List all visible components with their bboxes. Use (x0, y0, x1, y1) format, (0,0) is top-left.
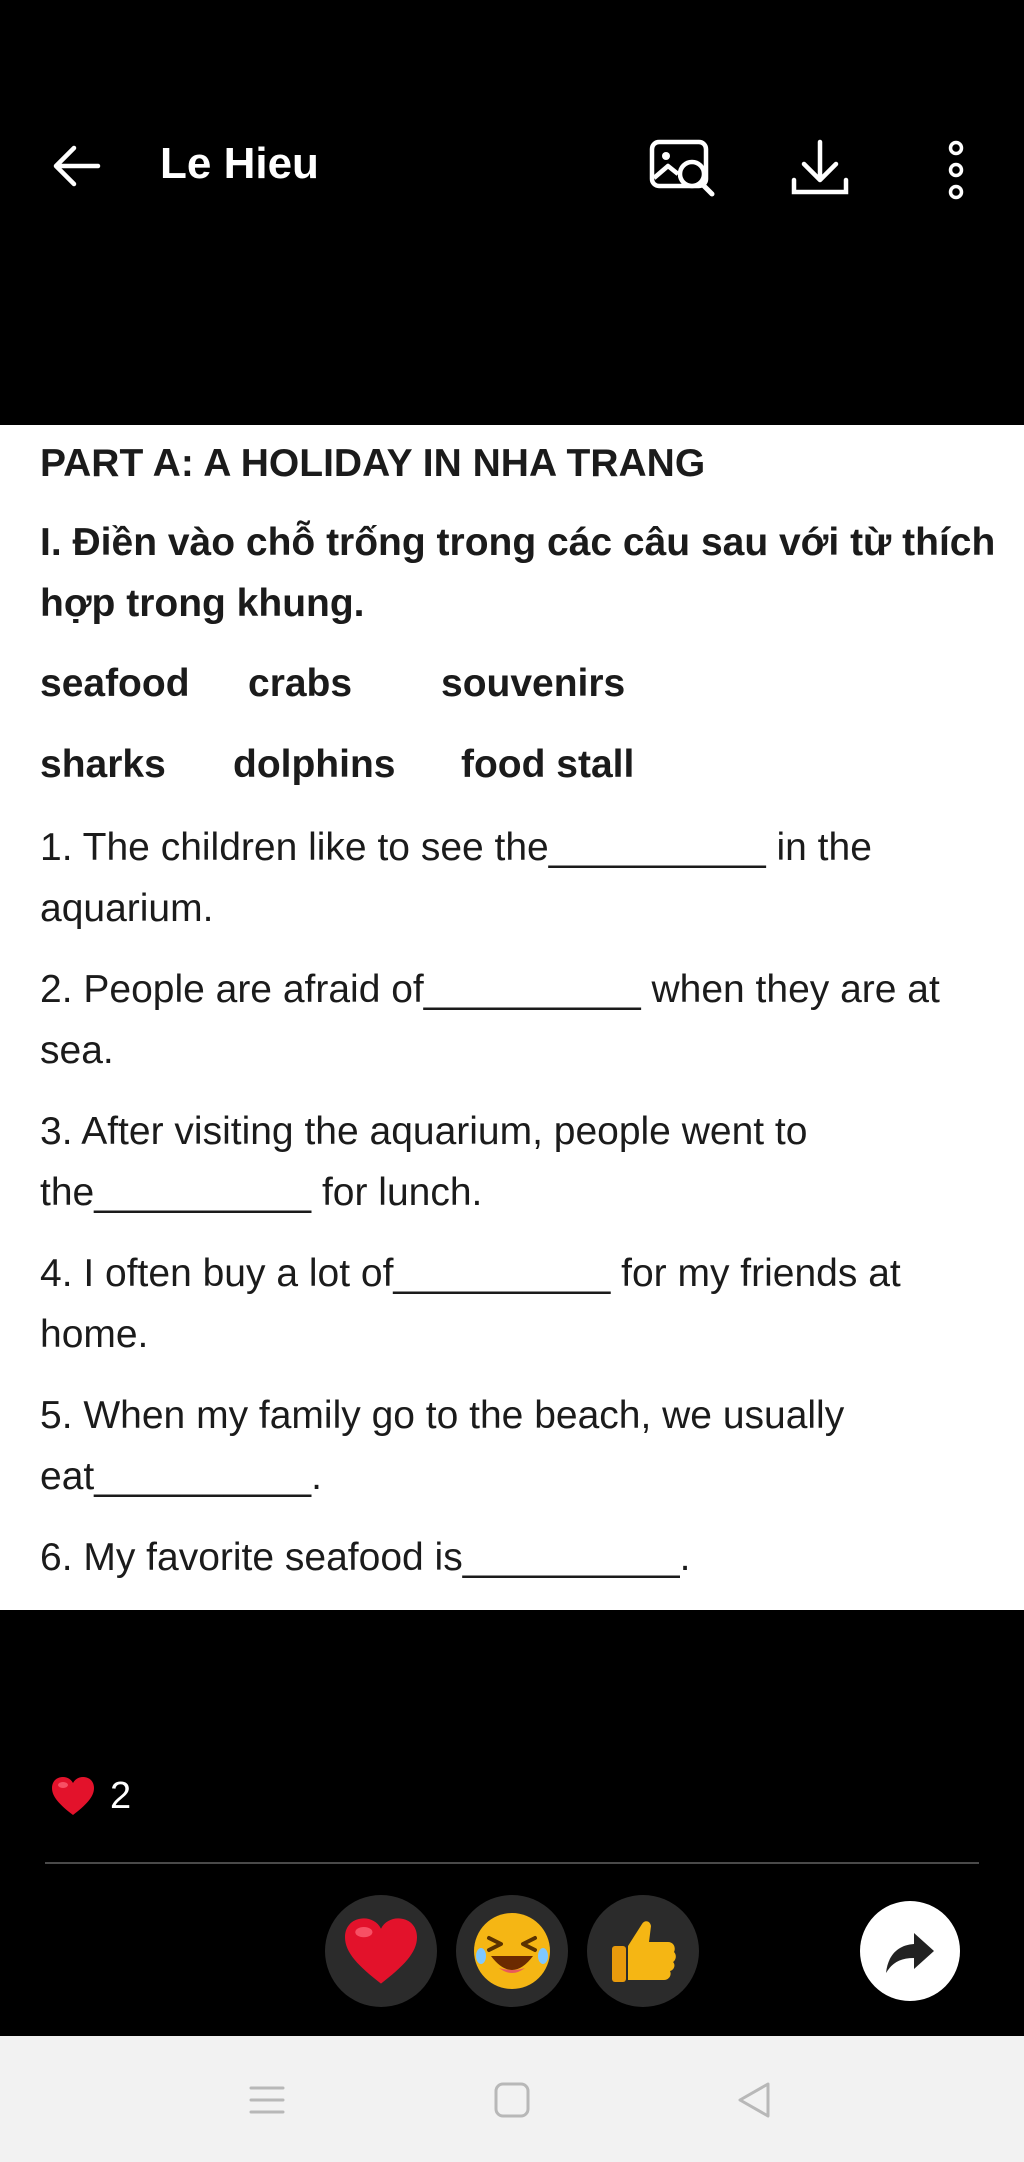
home-button[interactable] (476, 2064, 548, 2136)
question-item: 4. I often buy a lot of__________ for my friends at home. (40, 1252, 901, 1356)
divider (45, 1862, 979, 1864)
recent-apps-button[interactable] (231, 2064, 303, 2136)
thumbs-up-icon (604, 1912, 682, 1990)
back-triangle-icon (734, 2080, 774, 2120)
page-title: Le Hieu (160, 139, 319, 188)
question-item: 2. People are afraid of__________ when they are at sea. (40, 968, 940, 1072)
react-laugh-button[interactable] (456, 1895, 568, 2007)
word-box-item: food stall (461, 743, 635, 786)
react-heart-button[interactable] (325, 1895, 437, 2007)
word-box-item: crabs (248, 662, 353, 705)
image-search-button[interactable] (640, 128, 724, 212)
question-item: 1. The children like to see the__________ in the aquarium. (40, 826, 872, 930)
word-box-item: souvenirs (441, 662, 626, 705)
download-button[interactable] (778, 128, 862, 212)
react-like-button[interactable] (587, 1895, 699, 2007)
reaction-summary[interactable] (50, 1772, 131, 1820)
menu-icon (247, 2080, 287, 2120)
word-box-item: sharks (40, 743, 166, 786)
reaction-count-value: 2 (110, 1774, 132, 1817)
image-search-icon (644, 132, 720, 208)
home-icon (492, 2080, 532, 2120)
heart-icon (50, 1775, 96, 1817)
arrow-left-icon (48, 138, 104, 194)
top-app-bar (0, 0, 1024, 330)
download-icon (784, 134, 856, 206)
question-item: 3. After visiting the aquarium, people went to the__________ for lunch. (40, 1110, 808, 1214)
more-options-button[interactable] (914, 128, 998, 212)
heart-icon (341, 1915, 421, 1987)
system-back-button[interactable] (718, 2064, 790, 2136)
word-box-item: seafood (40, 662, 190, 705)
laughing-face-icon (471, 1910, 553, 1992)
word-box-item: dolphins (233, 743, 396, 786)
share-arrow-icon (882, 1923, 938, 1979)
system-navigation-bar (0, 2036, 1024, 2162)
question-item: 5. When my family go to the beach, we usually eat__________. (40, 1394, 845, 1498)
question-item: 6. My favorite seafood is__________. (40, 1536, 691, 1579)
share-button[interactable] (860, 1901, 960, 2001)
more-vertical-icon (941, 134, 971, 206)
worksheet-instruction: I. Điền vào chỗ trống trong các câu sau với từ thích hợp trong khung. (40, 521, 996, 625)
worksheet-part-heading: PART A: A HOLIDAY IN NHA TRANG (40, 442, 706, 485)
back-button[interactable] (40, 130, 112, 202)
